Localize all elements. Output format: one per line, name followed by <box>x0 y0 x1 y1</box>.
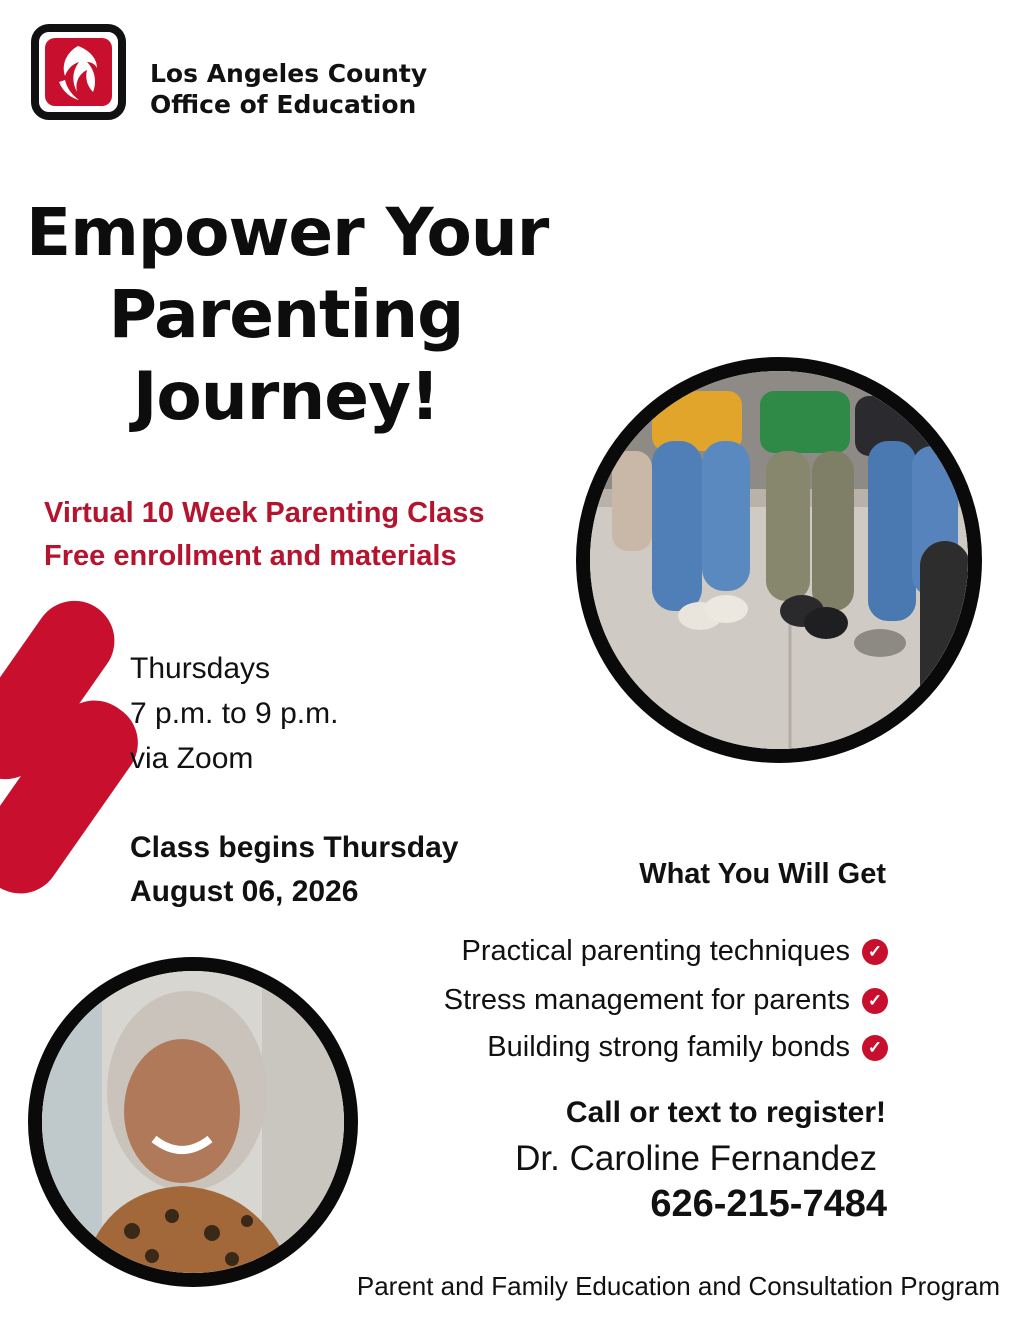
presenter-portrait-illustration <box>42 971 344 1273</box>
teens-sitting-illustration <box>590 371 968 749</box>
check-circle-icon: ✓ <box>862 939 888 965</box>
schedule-time: 7 p.m. to 9 p.m. <box>130 697 339 730</box>
benefit-item-bonds <box>487 1031 888 1064</box>
benefits-title: What You Will Get <box>639 858 886 890</box>
headline-line-1: Empower Your <box>26 194 549 271</box>
schedule-platform: via Zoom <box>130 742 254 775</box>
start-date-line-1: Class begins Thursday <box>130 831 459 864</box>
headline-line-2: Parenting <box>108 276 464 353</box>
flame-logo-icon <box>45 38 112 106</box>
check-circle-icon: ✓ <box>862 988 888 1014</box>
class-type: Virtual 10 Week Parenting Class <box>44 497 485 529</box>
presenter-photo <box>28 957 358 1287</box>
headline-line-3: Journey! <box>132 358 440 435</box>
start-date <box>130 826 458 914</box>
lacoe-logo <box>31 24 126 120</box>
teens-photo <box>576 357 982 763</box>
contact-phone: 626-215-7484 <box>650 1183 887 1225</box>
org-name-line-1: Los Angeles County <box>150 59 428 88</box>
start-date-line-2: August 06, 2026 <box>130 875 359 908</box>
org-name-line-2: Office of Education <box>150 90 417 119</box>
contact-name: Dr. Caroline Fernandez <box>515 1139 877 1178</box>
page-title <box>26 192 549 438</box>
program-name: Parent and Family Education and Consultation Program <box>356 1271 1000 1301</box>
class-schedule <box>130 646 338 781</box>
schedule-day: Thursdays <box>130 652 271 685</box>
check-circle-icon: ✓ <box>862 1035 888 1061</box>
benefit-text: Practical parenting techniques <box>461 935 850 967</box>
register-cta: Call or text to register! <box>565 1096 886 1129</box>
benefit-text: Stress management for parents <box>443 984 850 1016</box>
class-summary <box>44 492 485 578</box>
class-cost: Free enrollment and materials <box>44 540 457 572</box>
organization-name <box>150 58 427 120</box>
benefit-text: Building strong family bonds <box>487 1031 850 1063</box>
benefit-item-stress <box>444 984 888 1017</box>
benefit-item-techniques <box>461 935 888 968</box>
